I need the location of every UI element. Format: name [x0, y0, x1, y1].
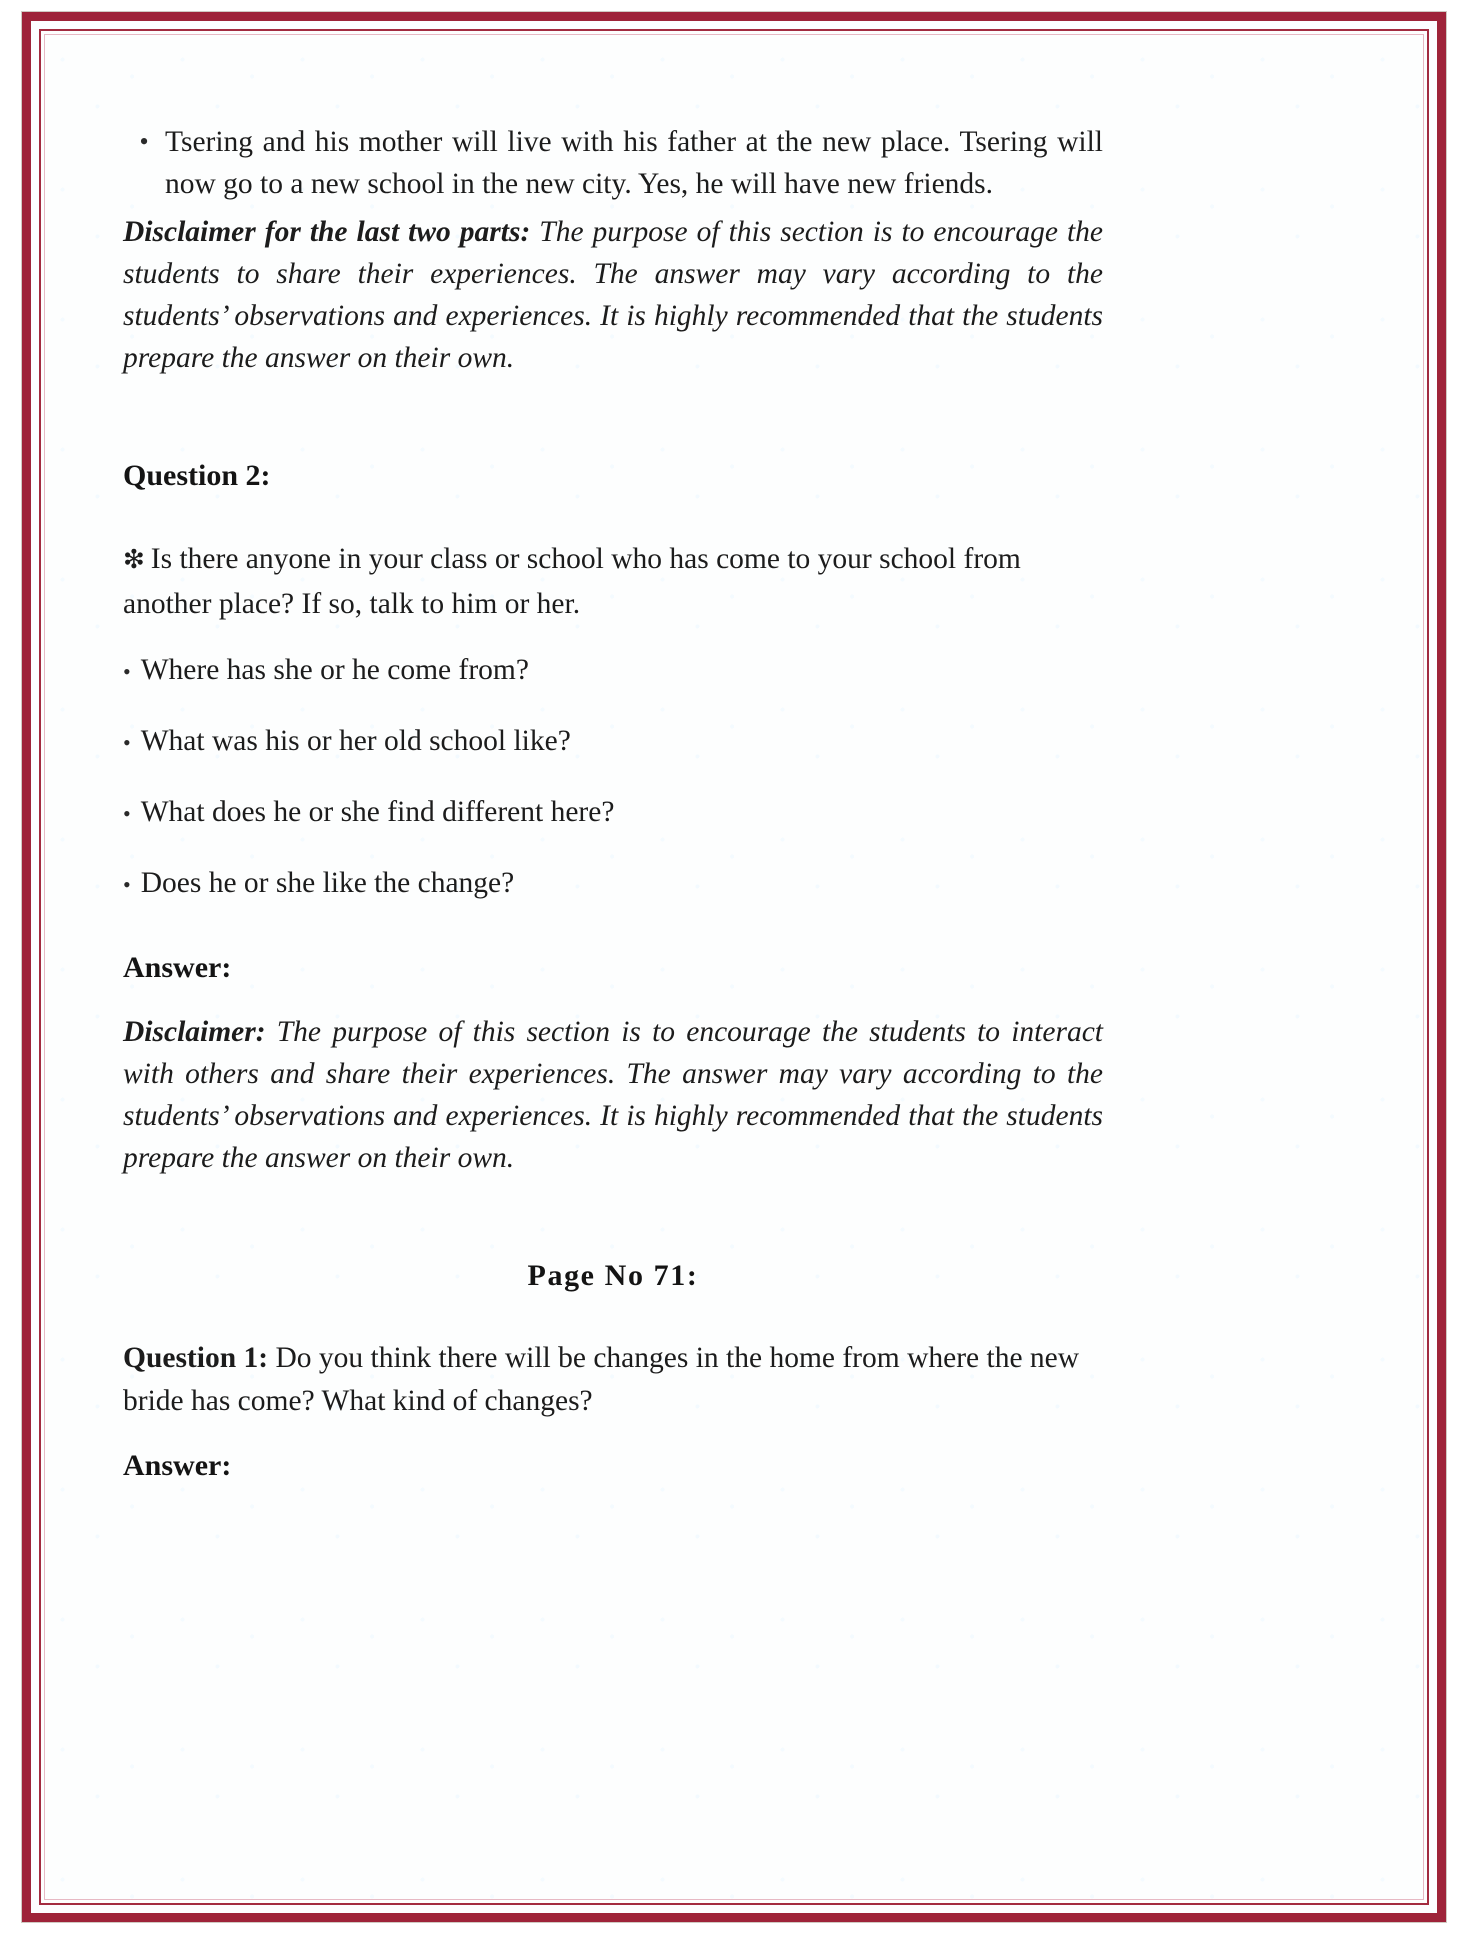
list-spacer: [123, 627, 1103, 649]
bullet-marker-icon: •: [123, 659, 131, 684]
sub-question-list: [123, 649, 1103, 906]
answer-two-spacer: [123, 1423, 1103, 1445]
top-bullet-text: Tsering and his mother will live with his father at the new place. Tsering will now go to a new school in the new city. Yes, he will have new friends.: [165, 126, 1103, 200]
page-heading-spacer: [123, 1179, 1103, 1255]
disclaimer-one-lead: Disclaimer for the last two parts:: [123, 216, 531, 248]
page-border-frame: [22, 12, 1446, 1922]
snowflake-prompt-text: Is there anyone in your class or school who has come to your school from another place? If so, talk to him or her.: [123, 543, 1021, 620]
bullet-marker-icon: •: [139, 127, 149, 156]
heading-spacer: [123, 497, 1103, 537]
disclaimer-paragraph-two: [123, 1011, 1103, 1179]
page-no-heading: Page No 71:: [527, 1259, 699, 1292]
document-content: [123, 121, 1103, 1487]
list-item: [123, 862, 1103, 906]
snowflake-prompt: [123, 537, 1103, 627]
list-item-text: What does he or she find different here?: [140, 796, 615, 828]
disclaimer-two-lead: Disclaimer:: [123, 1016, 266, 1048]
disclaimer-paragraph-one: [123, 211, 1103, 379]
question-1-label: Question 1:: [123, 1342, 269, 1374]
list-item: [123, 649, 1103, 693]
list-item: [123, 720, 1103, 764]
list-item-text: What was his or her old school like?: [140, 725, 571, 757]
section-spacer: [123, 379, 1103, 455]
disclaimer-spacer: [123, 989, 1103, 1011]
top-bullet-item: [123, 121, 1103, 205]
list-item-text: Where has she or he come from?: [140, 654, 529, 686]
answer-spacer: [123, 933, 1103, 947]
answer-heading-one: Answer:: [123, 951, 232, 984]
disclaimer-two-body: The purpose of this section is to encourage the students to interact with others and share their experiences. The answer may vary according to the students’ observations and experiences. It is highly recommended that the students prepare the answer on their own.: [123, 1016, 1103, 1174]
bullet-marker-icon: •: [123, 872, 131, 897]
bullet-marker-icon: •: [123, 801, 131, 826]
question-1-paragraph: [123, 1337, 1103, 1423]
list-item-text: Does he or she like the change?: [140, 867, 515, 899]
question-1-spacer: [123, 1297, 1103, 1337]
snowflake-icon: ❇: [123, 545, 145, 574]
question-1-text: Do you think there will be changes in the home from where the new bride has come? What kind of changes?: [123, 1342, 1080, 1417]
disclaimer-one-body: The purpose of this section is to encourage the students to share their experiences. The answer may vary according to the students’ observations and experiences. It is highly recommended that the students prepare the answer on their own.: [123, 216, 1103, 374]
bullet-marker-icon: •: [123, 730, 131, 755]
list-item: [123, 791, 1103, 835]
answer-heading-two: Answer:: [123, 1449, 232, 1482]
question-2-heading: Question 2:: [123, 459, 271, 492]
